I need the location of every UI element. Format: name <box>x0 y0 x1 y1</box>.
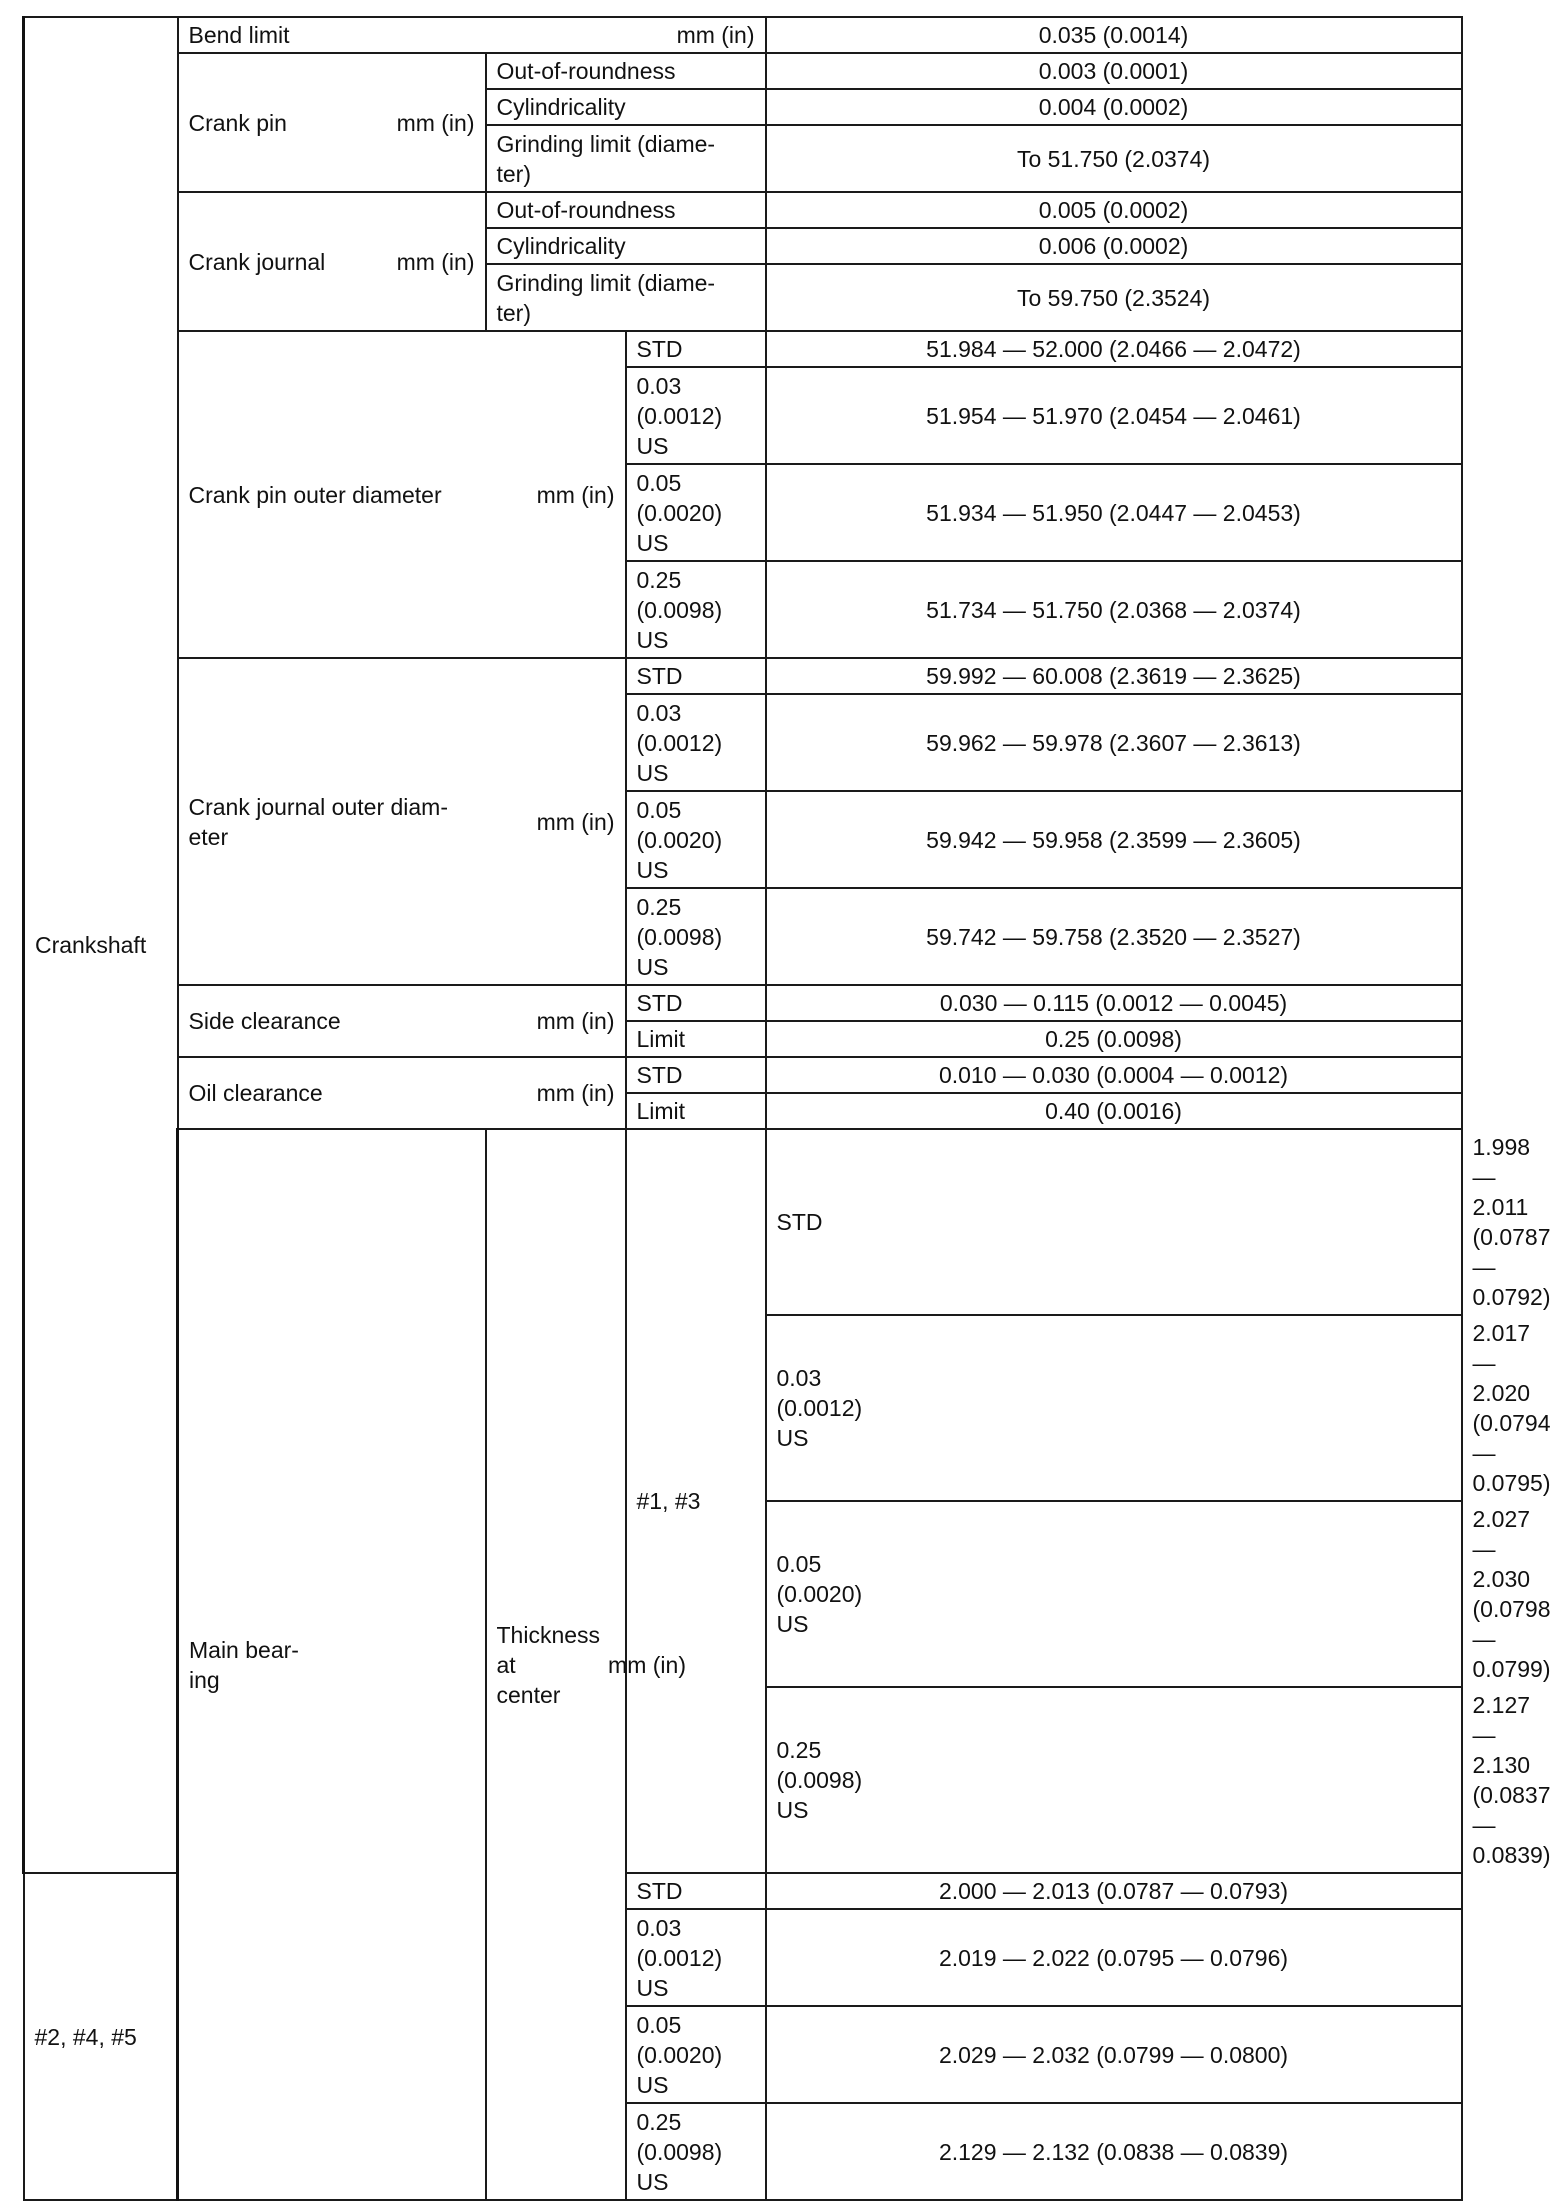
table-row: Main bear- ing Thickness at center mm (in) #1, #3 STD 1.998 — 2.011 (0.0787 — 0.0792) <box>24 1129 1462 1315</box>
value-cell: 59.962 — 59.978 (2.3607 — 2.3613) <box>766 694 1462 791</box>
value-cell: 59.992 — 60.008 (2.3619 — 2.3625) <box>766 658 1462 694</box>
grade-line: (0.0020) <box>636 499 723 526</box>
value-cell: 51.934 — 51.950 (2.0447 — 2.0453) <box>766 464 1462 561</box>
unit-text: mm (in) <box>536 1008 615 1034</box>
grade-cell: STD <box>626 1057 766 1093</box>
grade-line: (0.0012) <box>776 1395 863 1421</box>
value-cell: To 59.750 (2.3524) <box>766 264 1462 331</box>
grade-line: US <box>636 2071 669 2098</box>
grade-line: (0.0020) <box>636 826 723 853</box>
value-cell: 2.129 — 2.132 (0.0838 — 0.0839) <box>766 2103 1462 2200</box>
param-label: Out-of-roundness <box>486 53 766 89</box>
grade-line: US <box>636 432 669 459</box>
label-text: Crank pin outer diameter <box>188 481 442 508</box>
grade-cell <box>626 2103 766 2200</box>
param-label: Grinding limit (diame- ter) <box>486 264 766 331</box>
grade-cell: Limit <box>626 1093 766 1129</box>
section-label-crankshaft: Crankshaft <box>24 17 178 1873</box>
grade-line: (0.0012) <box>636 1944 723 1971</box>
crank-journal-od-label <box>178 658 626 985</box>
unit-text: mm (in) <box>536 1080 615 1106</box>
grade-cell <box>626 888 766 985</box>
grade-line: (0.0012) <box>636 729 723 756</box>
label-text: Thickness at center <box>496 1621 601 1708</box>
unit-text: mm (in) <box>396 248 475 275</box>
table-row <box>24 331 1462 367</box>
grade-line: 0.25 <box>776 1737 822 1763</box>
value-cell: 0.40 (0.0016) <box>766 1093 1462 1129</box>
value-cell: To 51.750 (2.0374) <box>766 125 1462 192</box>
bearing-group-label: #2, #4, #5 <box>24 1873 178 2200</box>
grade-cell: STD <box>626 331 766 367</box>
grade-line: US <box>636 856 669 883</box>
value-cell: 0.005 (0.0002) <box>766 192 1462 228</box>
grade-line: (0.0098) <box>776 1767 863 1793</box>
crank-pin-label <box>178 53 486 192</box>
grade-line: 0.25 <box>636 893 682 920</box>
crank-journal-label <box>178 192 486 331</box>
table-row <box>24 1057 1462 1093</box>
value-cell: 0.006 (0.0002) <box>766 228 1462 264</box>
table-row: 0.05 (0.0020) US 2.027 — 2.030 (0.0798 — 0.0799) <box>24 1501 1462 1687</box>
grade-line: 0.05 <box>636 469 682 496</box>
grade-line: (0.0098) <box>636 596 723 623</box>
value-cell: 0.25 (0.0098) <box>766 1021 1462 1057</box>
label-text: Crank pin <box>188 109 287 136</box>
value-cell: 0.035 (0.0014) <box>766 17 1462 53</box>
value-cell: 51.954 — 51.970 (2.0454 — 2.0461) <box>766 367 1462 464</box>
param-label: Cylindricality <box>486 228 766 264</box>
grade-line: 0.05 <box>636 796 682 823</box>
grade-line: 0.05 <box>776 1551 822 1577</box>
value-cell: 2.019 — 2.022 (0.0795 — 0.0796) <box>766 1909 1462 2006</box>
label-text: Crank journal <box>188 248 326 275</box>
value-cell: 0.030 — 0.115 (0.0012 — 0.0045) <box>766 985 1462 1021</box>
grade-line: US <box>636 1974 669 2001</box>
unit-text: mm (in) <box>536 808 615 835</box>
grade-line: (0.0020) <box>636 2041 723 2068</box>
table-row <box>24 17 1462 53</box>
section-label-main-bearing: Main bear- ing <box>178 1129 486 2200</box>
label-text: Side clearance <box>188 1008 341 1034</box>
grade-cell <box>626 367 766 464</box>
param-label: Cylindricality <box>486 89 766 125</box>
unit-text: mm (in) <box>608 1651 686 1678</box>
bearing-group-label: #1, #3 <box>626 1129 766 1873</box>
value-cell: 0.003 (0.0001) <box>766 53 1462 89</box>
side-clearance-label <box>178 985 626 1057</box>
grade-cell: STD <box>626 985 766 1021</box>
grade-cell <box>626 791 766 888</box>
grade-line: 0.03 <box>636 699 682 726</box>
oil-clearance-label <box>178 1057 626 1129</box>
table-row <box>24 658 1462 694</box>
grade-cell <box>626 561 766 658</box>
grade-line: US <box>776 1425 809 1451</box>
grade-line: US <box>636 759 669 786</box>
unit-text: mm (in) <box>676 22 755 48</box>
grade-line: 0.03 <box>636 1914 682 1941</box>
grade-line: 0.25 <box>636 2108 682 2135</box>
param-label: Grinding limit (diame- ter) <box>486 125 766 192</box>
grade-cell: STD <box>626 658 766 694</box>
grade-line: US <box>776 1611 809 1637</box>
grade-line: US <box>776 1797 809 1823</box>
grade-cell: Limit <box>626 1021 766 1057</box>
param-label: Out-of-roundness <box>486 192 766 228</box>
grade-line: (0.0098) <box>636 923 723 950</box>
value-cell: 51.984 — 52.000 (2.0466 — 2.0472) <box>766 331 1462 367</box>
table-row <box>24 53 1462 89</box>
value-cell: 0.004 (0.0002) <box>766 89 1462 125</box>
table-row: 0.03 (0.0012) US 2.017 — 2.020 (0.0794 — 0.0795) <box>24 1315 1462 1501</box>
grade-cell <box>766 1501 1462 1687</box>
grade-cell <box>766 1687 1462 1873</box>
grade-line: (0.0098) <box>636 2138 723 2165</box>
bend-limit-label <box>178 17 766 53</box>
value-cell: 0.010 — 0.030 (0.0004 — 0.0012) <box>766 1057 1462 1093</box>
grade-cell <box>766 1315 1462 1501</box>
grade-line: 0.05 <box>636 2011 682 2038</box>
label-text: Bend limit <box>188 22 290 48</box>
grade-cell <box>626 1909 766 2006</box>
grade-cell <box>626 694 766 791</box>
value-cell: 2.029 — 2.032 (0.0799 — 0.0800) <box>766 2006 1462 2103</box>
grade-cell: STD <box>626 1873 766 1909</box>
grade-line: 0.25 <box>636 566 682 593</box>
grade-line: US <box>636 529 669 556</box>
table-row: 0.25 (0.0098) US 2.127 — 2.130 (0.0837 — 0.0839) <box>24 1687 1462 1873</box>
value-cell: 59.742 — 59.758 (2.3520 — 2.3527) <box>766 888 1462 985</box>
grade-line: US <box>636 2168 669 2195</box>
spec-sheet <box>22 16 1551 2195</box>
grade-line: US <box>636 953 669 980</box>
grade-line: (0.0020) <box>776 1581 863 1607</box>
value-cell: 59.942 — 59.958 (2.3599 — 2.3605) <box>766 791 1462 888</box>
label-text: Crank journal outer diam- eter <box>188 793 449 850</box>
grade-cell: STD <box>766 1129 1462 1315</box>
value-cell: 51.734 — 51.750 (2.0368 — 2.0374) <box>766 561 1462 658</box>
value-cell: 2.000 — 2.013 (0.0787 — 0.0793) <box>766 1873 1462 1909</box>
unit-text: mm (in) <box>396 109 475 136</box>
crank-pin-od-label <box>178 331 626 658</box>
specification-table <box>22 16 1551 2201</box>
grade-cell <box>626 2006 766 2103</box>
grade-line: (0.0012) <box>636 402 723 429</box>
table-row <box>24 985 1462 1021</box>
grade-cell <box>626 464 766 561</box>
grade-line: 0.03 <box>636 372 682 399</box>
grade-line: 0.03 <box>776 1365 822 1391</box>
unit-text: mm (in) <box>536 481 615 508</box>
grade-line: US <box>636 626 669 653</box>
label-text: Oil clearance <box>188 1080 323 1106</box>
table-row <box>24 192 1462 228</box>
